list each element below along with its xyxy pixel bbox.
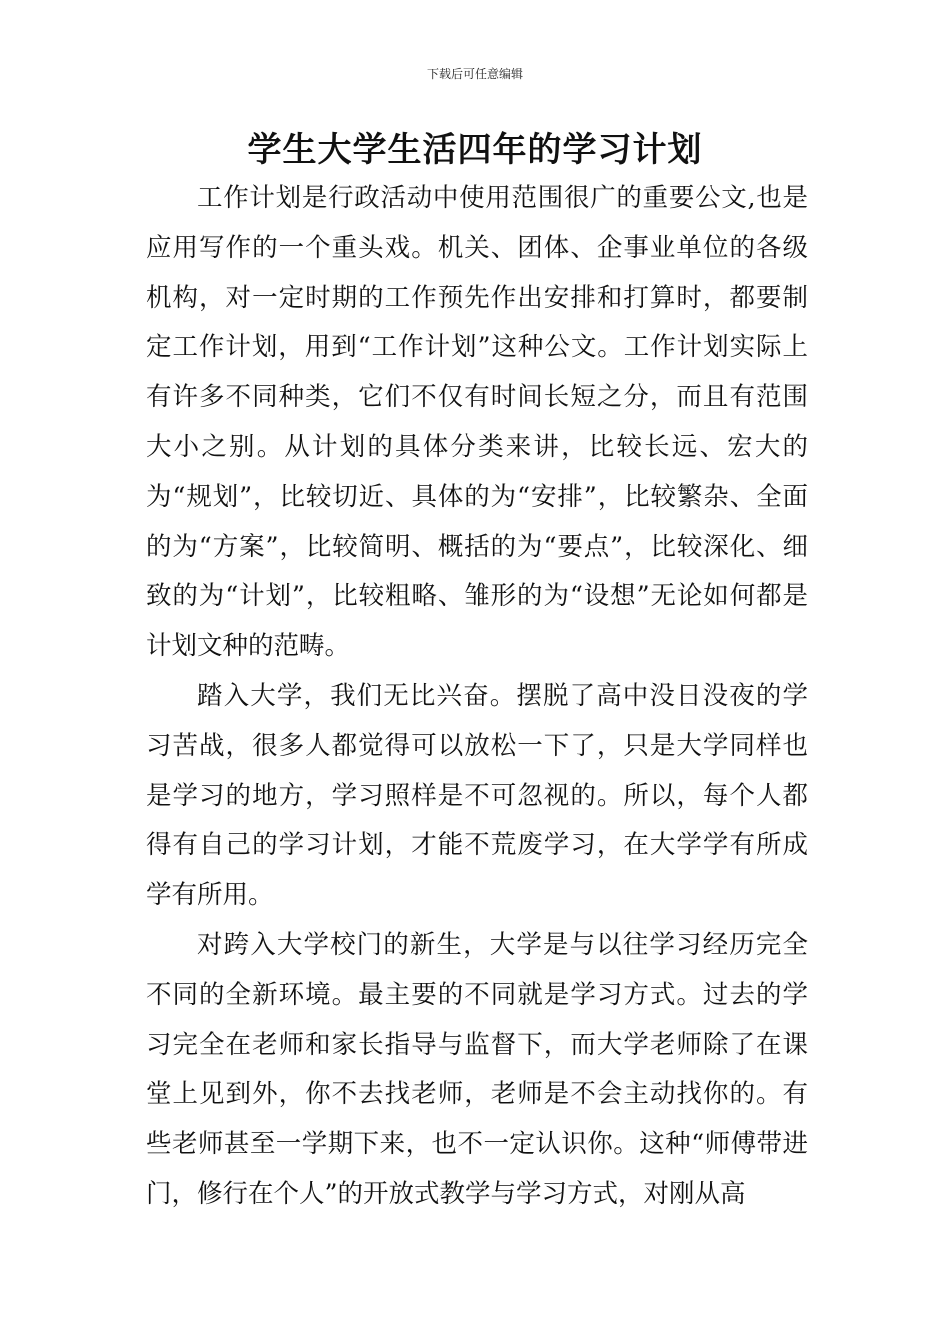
document-body [146,174,808,1220]
document-title: 学生大学生活四年的学习计划 [247,130,703,170]
header-note: 下载后可任意编辑 [426,67,523,81]
paragraph-intro: 工作计划是行政活动中使用范围很广的重要公文,也是应用写作的一个重头戏。机关、团体、企事业单位的各级机构，对一定时期的工作预先作出安排和打算时，都要制定工作计划，用到“工作计划”这种公文。工作计划实际上有许多不同种类，它们不仅有时间长短之分，而且有范围大小之别。从计划的具体分类来讲，比较长远、宏大的为“规划”，比较切近、具体的为“安排”，比较繁杂、全面的为“方案”，比较简明、概括的为“要点”，比较深化、细致的为“计划”，比较粗略、雏形的为“设想”无论如何都是计划文种的范畴。 [146,183,808,662]
paragraph-entering-university: 踏入大学，我们无比兴奋。摆脱了高中没日没夜的学习苦战，很多人都觉得可以放松一下了，只是大学同样也是学习的地方，学习照样是不可忽视的。所以，每个人都得有自己的学习计划，才能不荒废学习，在大学学有所成学有所用。 [146,680,808,911]
paragraph-new-environment: 对跨入大学校门的新生，大学是与以往学习经历完全不同的全新环境。最主要的不同就是学习方式。过去的学习完全在老师和家长指导与监督下，而大学老师除了在课堂上见到外，你不去找老师，老师是不会主动找你的。有些老师甚至一学期下来，也不一定认识你。这种“师傅带进门，修行在个人”的开放式教学与学习方式，对刚从高 [146,929,808,1209]
